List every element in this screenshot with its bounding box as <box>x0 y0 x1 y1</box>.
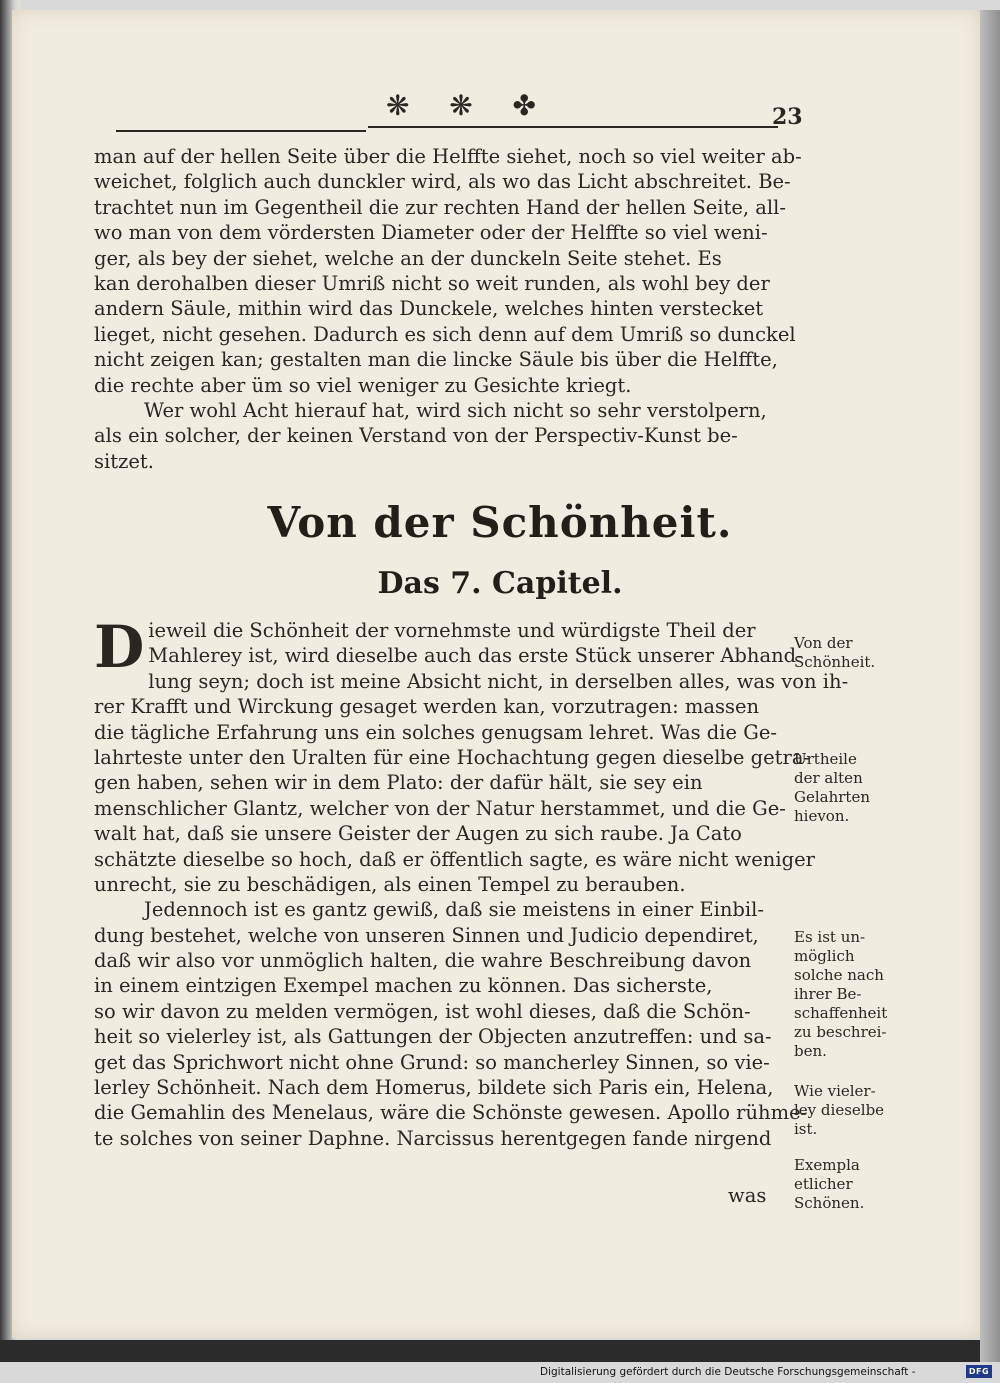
margin-note-line: Gelahrten <box>794 788 870 806</box>
drop-cap-initial: D <box>94 613 145 681</box>
text-line: lerley Schönheit. Nach dem Homerus, bildete sich Paris ein, Helena, <box>94 1076 774 1100</box>
margin-note-line: der alten <box>794 769 863 787</box>
margin-note-line: zu beschrei- <box>794 1023 887 1041</box>
text-line: man auf der hellen Seite über die Helffte siehet, noch so viel weiter ab- <box>94 145 802 168</box>
text-line: trachtet nun im Gegentheil die zur rechten Hand der hellen Seite, all- <box>94 195 786 219</box>
dfg-logo-icon: DFG <box>966 1365 992 1378</box>
text-line: als ein solcher, der keinen Verstand von der Perspectiv-Kunst be- <box>94 424 738 448</box>
text-line: Jedennoch ist es gantz gewiß, daß sie meistens in einer Einbil- <box>144 898 764 922</box>
margin-note-line: etlicher <box>794 1175 853 1193</box>
margin-note-line: ben. <box>794 1042 827 1060</box>
margin-note-line: ihrer Be- <box>794 985 862 1003</box>
header-rule <box>116 130 366 132</box>
text-line: walt hat, daß sie unsere Geister der Augen zu sich raube. Ja Cato <box>94 822 742 846</box>
text-line: Wer wohl Acht hierauf hat, wird sich nicht so sehr verstolpern, <box>144 398 767 422</box>
text-line: ieweil die Schönheit der vornehmste und würdigste Theil der <box>148 619 756 642</box>
margin-note-line: möglich <box>794 947 855 965</box>
margin-note-line: Urtheile <box>794 750 857 768</box>
margin-note <box>794 634 875 672</box>
text-line: unrecht, sie zu beschädigen, als einen Tempel zu berauben. <box>94 872 686 896</box>
text-line: Mahlerey ist, wird dieselbe auch das erste Stück unserer Abhand- <box>148 644 803 668</box>
text-line: lung seyn; doch ist meine Absicht nicht, in derselben alles, was von ih- <box>148 669 849 693</box>
text-line: kan derohalben dieser Umriß nicht so weit runden, als wohl bey der <box>94 271 770 295</box>
text-line: so wir davon zu melden vermögen, ist wohl dieses, daß die Schön- <box>94 999 751 1023</box>
text-line: andern Säule, mithin wird das Dunckele, welches hinten verstecket <box>94 297 764 321</box>
text-line: sitzet. <box>94 449 154 473</box>
margin-note-line: solche nach <box>794 966 884 984</box>
margin-note <box>794 750 870 826</box>
text-line: in einem eintzigen Exempel machen zu können. Das sicherste, <box>94 974 713 998</box>
ornament-icon: ✤ <box>512 89 536 122</box>
scan-bottom-edge <box>0 1340 1000 1362</box>
text-line: lieget, nicht gesehen. Dadurch es sich denn auf dem Umriß so dunckel <box>94 322 796 346</box>
catchword: was <box>728 1184 767 1207</box>
margin-note <box>794 928 887 1061</box>
text-line: gen haben, sehen wir in dem Plato: der dafür hält, sie sey ein <box>94 771 703 795</box>
margin-note-line: ist. <box>794 1120 818 1138</box>
margin-note <box>794 1082 884 1139</box>
text-line: weichet, folglich auch dunckler wird, als wo das Licht abschreitet. Be- <box>94 170 791 194</box>
margin-note-line: Wie vieler- <box>794 1082 876 1100</box>
continuation-paragraph <box>94 144 802 474</box>
margin-note-line: hievon. <box>794 807 850 825</box>
text-line: nicht zeigen kan; gestalten man die lincke Säule bis über die Helffte, <box>94 348 778 372</box>
page-number: 23 <box>772 104 803 130</box>
ornament-icon: ❋ <box>449 89 473 122</box>
text-line: dung bestehet, welche von unseren Sinnen und Judicio dependiret, <box>94 923 759 947</box>
text-line: ger, als bey der siehet, welche an der dunckeln Seite stehet. Es <box>94 246 722 270</box>
text-line: die tägliche Erfahrung uns ein solches genugsam lehret. Was die Ge- <box>94 720 777 744</box>
margin-note-line: Von der <box>794 634 853 652</box>
text-line: wo man von dem vördersten Diameter oder der Helffte so viel weni- <box>94 221 768 245</box>
text-line: lahrteste unter den Uralten für eine Hochachtung gegen dieselbe getra- <box>94 745 811 769</box>
header-ornaments <box>386 89 536 122</box>
margin-note-line: ley dieselbe <box>794 1101 885 1119</box>
text-line: get das Sprichwort nicht ohne Grund: so mancherley Sinnen, so vie- <box>94 1050 770 1074</box>
text-line: daß wir also vor unmöglich halten, die wahre Beschreibung davon <box>94 949 752 973</box>
margin-note-line: Schönheit. <box>794 653 876 671</box>
text-line: die rechte aber üm so viel weniger zu Gesichte kriegt. <box>94 373 632 397</box>
text-line: te solches von seiner Daphne. Narcissus herentgegen fande nirgend <box>94 1126 772 1150</box>
margin-note-line: Schönen. <box>794 1194 865 1212</box>
text-line: heit so vielerley ist, als Gattungen der Objecten anzutreffen: und sa- <box>94 1025 772 1049</box>
text-line: menschlicher Glantz, welcher von der Natur herstammet, und die Ge- <box>94 796 786 820</box>
ornament-icon: ❋ <box>386 89 410 122</box>
text-line: schätzte dieselbe so hoch, daß er öffentlich sagte, es wäre nicht weniger <box>94 847 815 871</box>
page-right-shadow <box>980 10 1000 1362</box>
digitization-credit: Digitalisierung gefördert durch die Deutsche Forschungsgemeinschaft - <box>540 1366 916 1378</box>
chapter-number: Das 7. Capitel. <box>377 566 623 601</box>
text-line: rer Krafft und Wirckung gesaget werden kan, vorzutragen: massen <box>94 695 760 719</box>
header-rule <box>368 126 778 128</box>
margin-note <box>794 1156 864 1213</box>
margin-note-line: schaffenheit <box>794 1004 888 1022</box>
margin-note-line: Exempla <box>794 1156 860 1174</box>
margin-note-line: Es ist un- <box>794 928 866 946</box>
text-line: die Gemahlin des Menelaus, wäre die Schönste gewesen. Apollo rühme- <box>94 1101 808 1125</box>
chapter-title: Von der Schönheit. <box>267 498 733 547</box>
